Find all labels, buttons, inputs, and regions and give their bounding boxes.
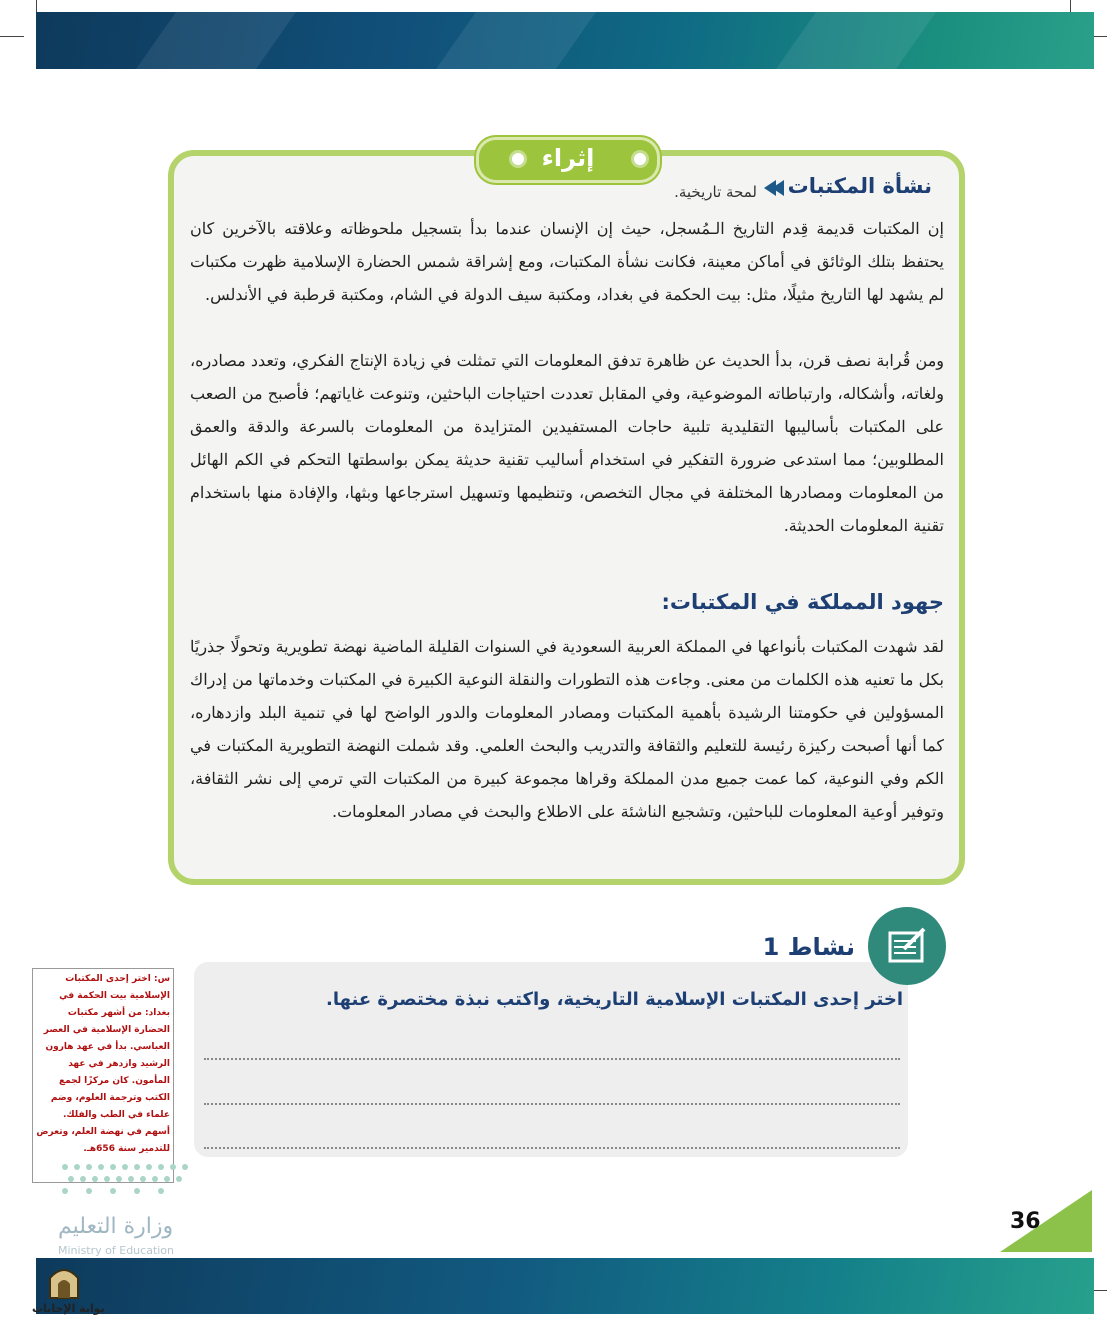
- page-number: 36: [1010, 1209, 1041, 1234]
- answer-line[interactable]: [204, 1058, 900, 1060]
- activity-question: اختر إحدى المكتبات الإسلامية التاريخية، واكتب نبذة مختصرة عنها.: [326, 989, 903, 1010]
- paragraph-information-flow: ومن قُرابة نصف قرن، بدأ الحديث عن ظاهرة تدفق المعلومات التي تمثلت في زيادة الإنتاج الفكري، وتعدد مصادره، ولغاته، وأشكاله، وارتباطاته الموضوعية، وفي المقابل تعددت احتياجات الباحثين، وتنوعت غاياتهم؛ فأصبح من الصعب على المكتبات بأساليبها التقليدية تلبية حاجات المستفيدين المتزايدة من المعلومات بالسرعة والدقة والعمق المطلوبين؛ مما استدعى ضرورة التفكير في استخدام أساليب تقنية حديثة يمكن بواسطتها التحكم في الكم الهائل من المعلومات ومصادرها المختلفة في مجال التخصص، وتنظيمها وتسهيل استرجاعها وبثها، والإفادة منها باستخدام تقنية المعلومات الحديثة.: [190, 351, 944, 535]
- enrichment-tab-label: إثراء: [541, 144, 595, 172]
- paragraph-origin: إن المكتبات قديمة قِدم التاريخ الـمُسجل، حيث إن الإنسان عندما بدأ بتسجيل ملحوظاته وعلاقته بالآخرين كان يحتفظ بتلك الوثائق في أماكن معينة، فكانت نشأة المكتبات، ومع إشراقة شمس الحضارة الإسلامية ظهرت مكتبات لم يشهد لها التاريخ مثيلًا، مثل: بيت الحكمة في بغداد، ومكتبة سيف الدولة في الشام، ومكتبة قرطبة في الأندلس.: [190, 219, 944, 304]
- activity-badge: [868, 907, 946, 985]
- ministry-name-en: Ministry of Education: [58, 1244, 175, 1257]
- ministry-dots-logo: [62, 1162, 188, 1198]
- answer-note-text: س: اختر إحدى المكتبات الإسلامية بيت الحكمة في بغداد: من أشهر مكتبات الحضارة الإسلامية في العصر العباسي. بدأ في عهد هارون الرشيد وازدهر في عهد المأمون. كان مركزًا لجمع الكتب وترجمة العلوم، وضم علماء في الطب والفلك. أسهم في نهضة العلم، وتعرض للتدمير سنة 656هـ.: [36, 974, 170, 1154]
- answer-line[interactable]: [204, 1103, 900, 1105]
- header-band: [36, 12, 1094, 69]
- section-title-libraries: نشأة المكتبات: [787, 174, 932, 198]
- answer-note: [32, 968, 174, 1183]
- paragraph-kingdom-efforts: لقد شهدت المكتبات بأنواعها في المملكة العربية السعودية في السنوات القليلة الماضية نهضة تطويرية وتحولًا جذريًا بكل ما تعنيه هذه الكلمات من معنى. وجاءت هذه التطورات والنقلة النوعية الكبيرة في المكتبات وخدماتها من إدراك المسؤولين في حكومتنا الرشيدة بأهمية المكتبات ومصادر المعلومات والدور الواضح لها في تنمية البلد وازدهاره، كما أنها أصبحت ركيزة رئيسة للتعليم والثقافة والتدريب والبحث العلمي. وقد شملت النهضة التطويرية المكتبات في الكم وفي النوعية، كما عمت جميع مدن المملكة وقراها مجموعة كبيرة من المكتبات التي ترمي إلى نشر الثقافة، وتوفير أوعية المعلومات للباحثين، وتشجيع الناشئة على الاطلاع والبحث في مصادر المعلومات.: [190, 637, 945, 821]
- mosque-icon: [44, 1260, 84, 1300]
- activity-title: نشاط 1: [762, 933, 855, 961]
- ministry-name-ar: وزارة التعليم: [58, 1214, 174, 1239]
- section-title-kingdom-efforts: جهود المملكة في المكتبات:: [661, 590, 944, 614]
- crop-mark: [0, 36, 24, 37]
- section-subtitle: لمحة تاريخية.: [674, 183, 757, 201]
- notebook-pencil-icon: [868, 907, 946, 985]
- arrow-left-icon: [764, 180, 776, 196]
- answer-line[interactable]: [204, 1147, 900, 1149]
- enrichment-tab: [476, 137, 660, 183]
- footer-band: [36, 1258, 1094, 1314]
- watermark-label: بوابة الإجابات: [32, 1302, 105, 1315]
